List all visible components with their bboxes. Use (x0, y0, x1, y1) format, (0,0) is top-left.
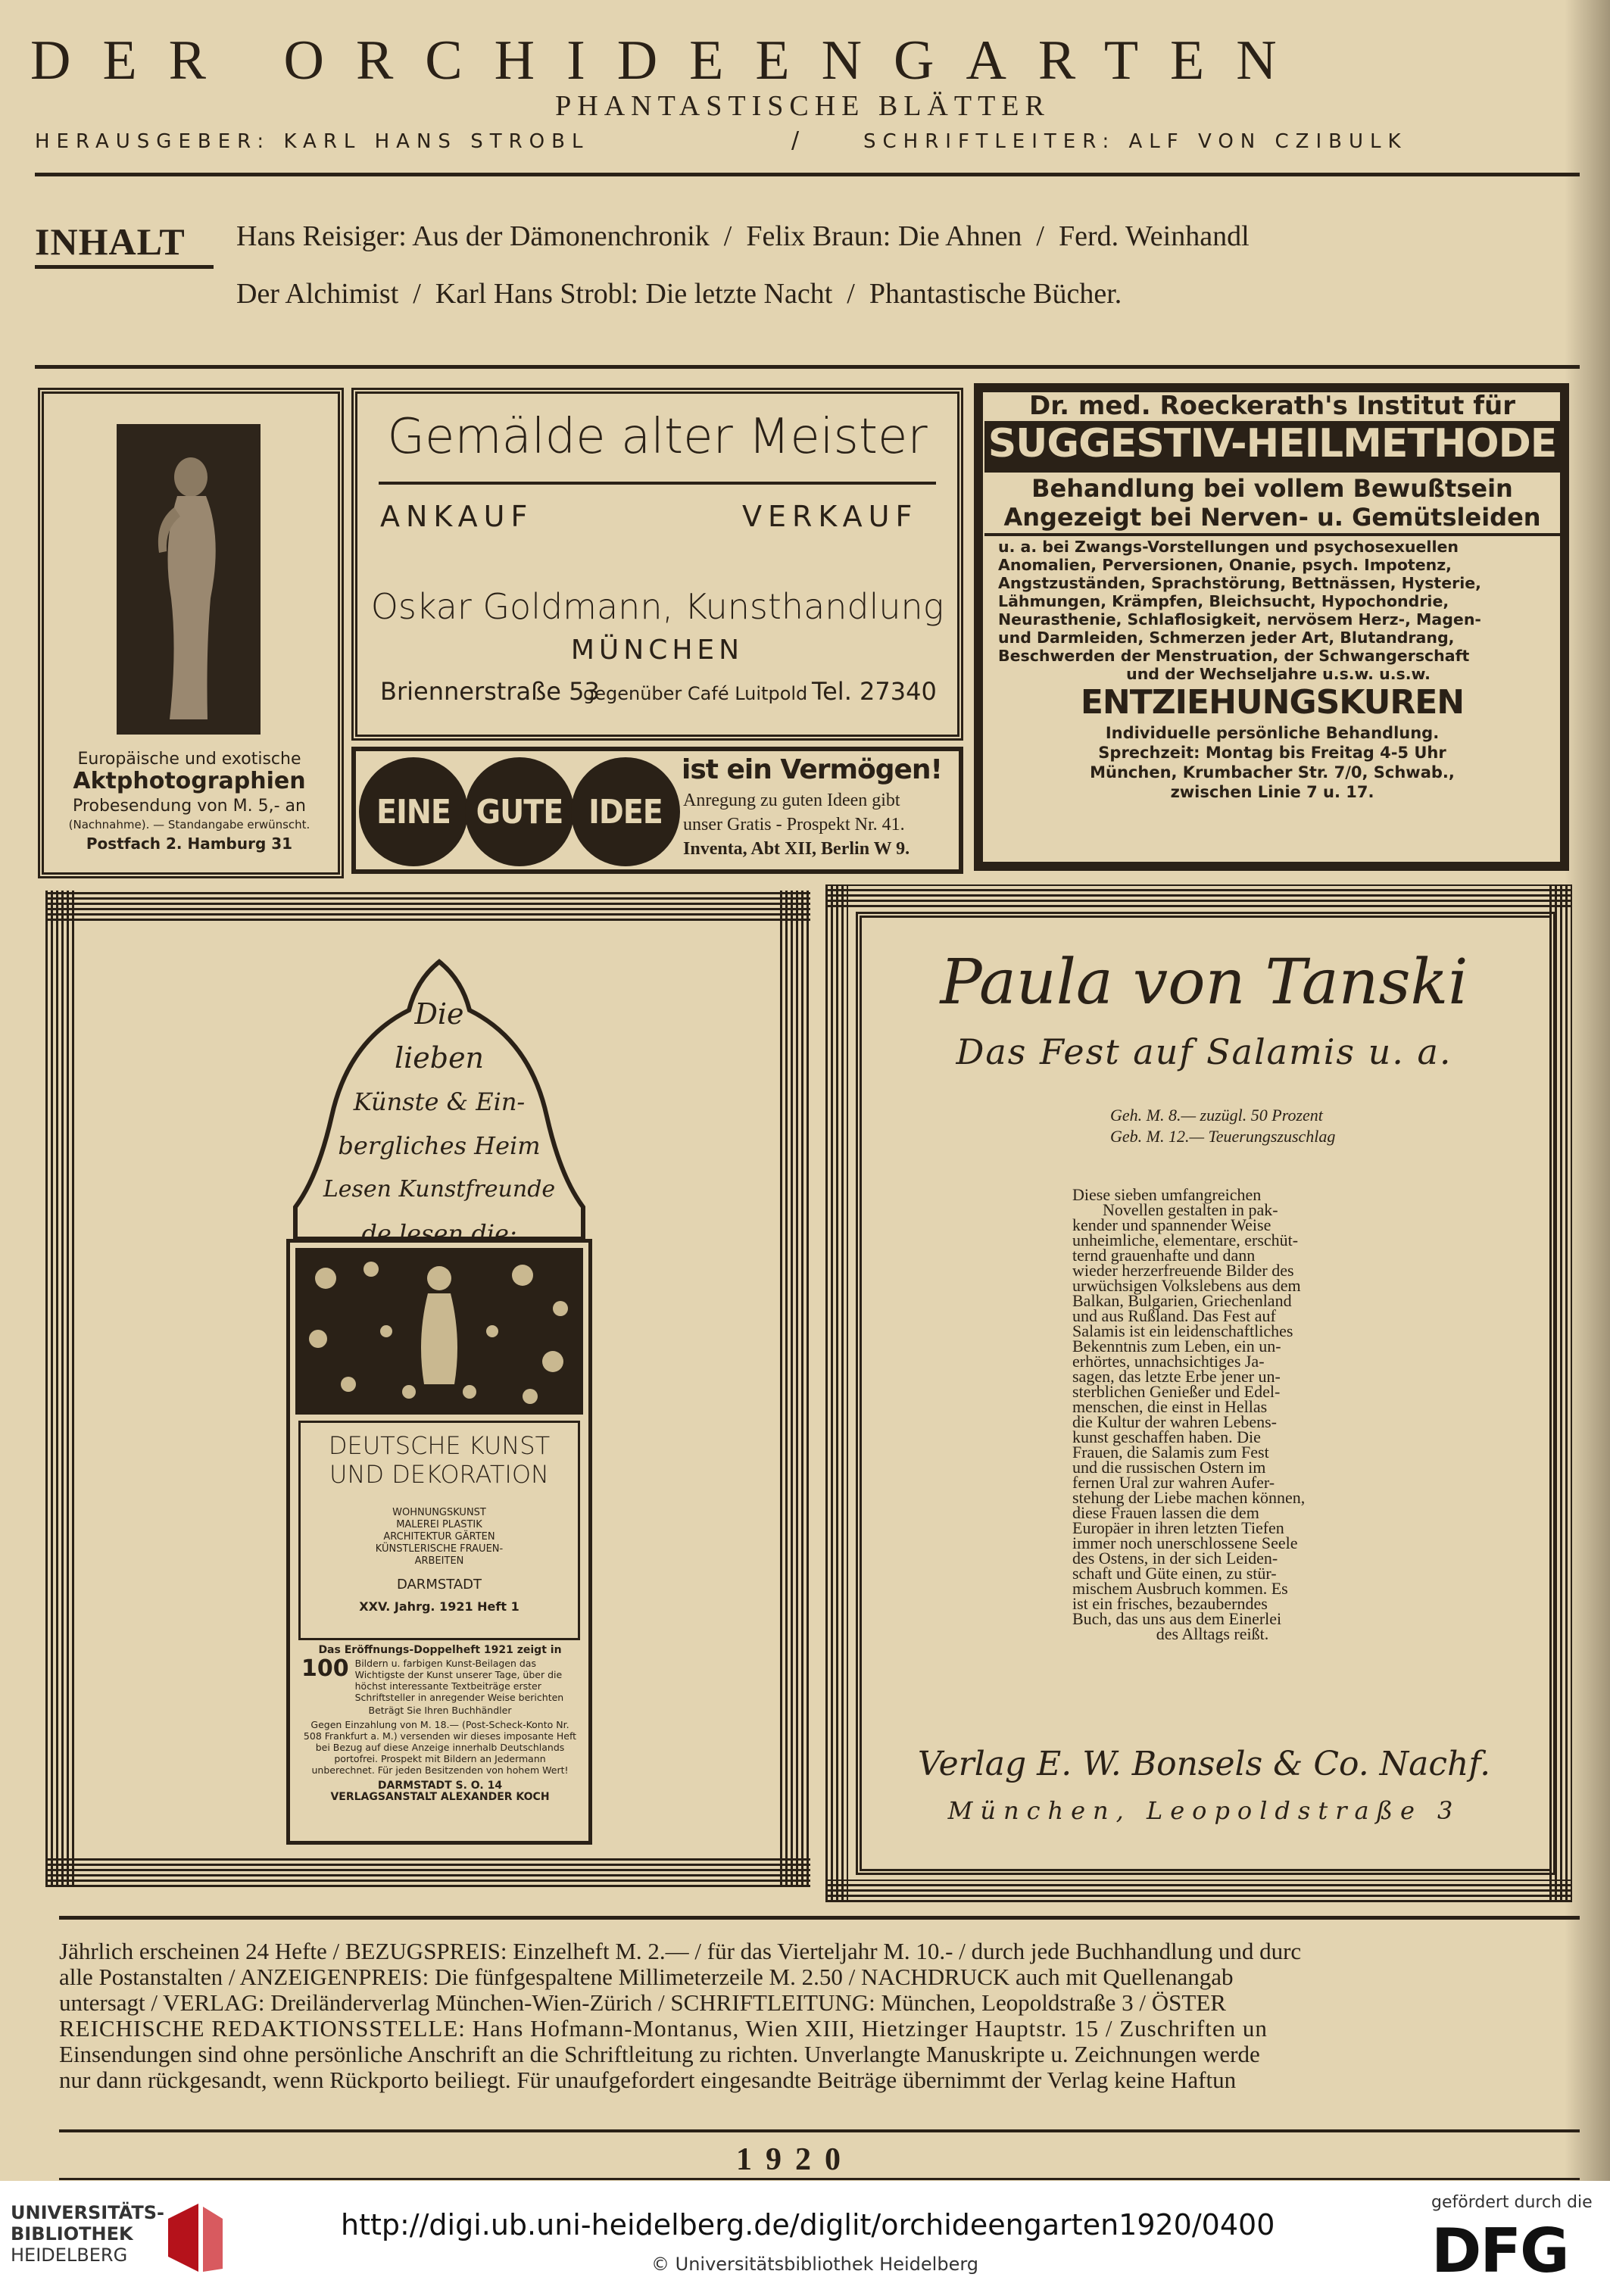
tanski-body-line: wieder herzerfreuende Bilder des (1072, 1261, 1294, 1280)
ad-photo-line1: Europäische und exotische (77, 750, 301, 769)
tanski-body-line: Europäer in ihren letzten Tiefen (1072, 1518, 1284, 1537)
roeckerath-line3: Behandlung bei vollem Bewußtsein (1031, 474, 1513, 503)
idee-headline: ist ein Vermögen! (682, 754, 942, 785)
copyright-note: © Universitätsbibliothek Heidelberg (651, 2254, 979, 2275)
masthead-editor: SCHRIFTLEITER: ALF VON CZIBULK (863, 130, 1408, 153)
imprint-line: nur dann rückgesandt, wenn Rückporto beiliegt. Für unaufgefordert eingesandte Beiträge übernimmt der Verlag keine Haftun (59, 2067, 1237, 2093)
tanski-body-line: unheimliche, elementare, erschüt- (1072, 1231, 1299, 1249)
tanski-body-line: ist ein frisches, bezauberndes (1072, 1594, 1268, 1613)
imprint-line: untersagt / VERLAG: Dreiländerverlag München-Wien-Zürich / SCHRIFTLEITUNG: München, Leopoldstraße 3 / ÖSTER (59, 1989, 1226, 2016)
idee-circle-eine: EINE (359, 757, 468, 866)
tanski-body-line: kender und spannender Weise (1072, 1215, 1271, 1234)
digitization-footer (0, 2181, 1610, 2296)
tanski-body-line: erhörtes, unnachsichtiges Ja- (1072, 1352, 1265, 1371)
idee-circle-gute: GUTE (465, 757, 574, 866)
document-url[interactable]: http://digi.ub.uni-heidelberg.de/diglit/orchideengarten1920/0400 (341, 2208, 1275, 2241)
tanski-body-line: Novellen gestalten in pak- (1103, 1200, 1278, 1219)
university-logo-icon (161, 2196, 229, 2279)
roeckerath-e4: München, Krumbacher Str. 7/0, Schwab., (1090, 763, 1455, 781)
dkd-text-num: 100 (301, 1655, 349, 1682)
roeckerath-body-line: Lähmungen, Krämpfen, Bleichsucht, Hypochondrie, (998, 592, 1449, 610)
contents-line-1: Hans Reisiger: Aus der Dämonenchronik / Felix Braun: Die Ahnen / Ferd. Weinhandl (236, 220, 1250, 252)
roeckerath-body (998, 538, 1559, 683)
idee-circle-idee: IDEE (571, 757, 680, 866)
dkd-title-2: UND DEKORATION (329, 1460, 549, 1489)
goldmann-ankauf: ANKAUF (380, 500, 534, 533)
library-name-line: UNIVERSITÄTS- (11, 2202, 165, 2223)
imprint-line: Einsendungen sind ohne persönliche Anschrift an die Schriftleitung zu richten. Unverlangte Manuskripte u. Zeichnungen werde (59, 2041, 1260, 2067)
tanski-price-2: Geb. M. 12.— Teuerungszuschlag (1110, 1127, 1336, 1146)
dkd-sub-4: KÜNSTLERISCHE FRAUEN- (375, 1543, 504, 1555)
ad-photo-line2: Aktphotographien (73, 768, 306, 794)
dkd-ornament-image (295, 1248, 583, 1415)
tanski-title: Das Fest auf Salamis u. a. (956, 1031, 1452, 1072)
goldmann-street: Briennerstraße 53 (380, 677, 600, 706)
calligraphy-line: Künste & Ein- (353, 1087, 526, 1116)
tanski-body-line: kunst geschaffen haben. Die (1072, 1427, 1261, 1446)
imprint-line: alle Postanstalten / ANZEIGENPREIS: Die fünfgespaltene Millimeterzeile M. 2.50 / NACHDRUCK auch mit Quellenangab (59, 1964, 1234, 1990)
dkd-year: XXV. Jahrg. 1921 Heft 1 (359, 1599, 520, 1614)
tanski-body-line: mischem Ausbruch kommen. Es (1072, 1579, 1288, 1598)
goldmann-rule (379, 482, 936, 485)
masthead-slash: / (791, 127, 800, 154)
ad-photo-line5: Postfach 2. Hamburg 31 (86, 834, 293, 853)
goldmann-near: gegenüber Café Luitpold (583, 683, 808, 704)
tanski-frame-bottom (825, 1880, 1572, 1902)
tanski-address: München, Leopoldstraße 3 (947, 1796, 1461, 1825)
tanski-body-line: und die russischen Ostern im (1072, 1458, 1266, 1477)
dkd-sub-3: ARCHITEKTUR GÄRTEN (383, 1531, 495, 1543)
dkd-frame-right (780, 891, 810, 1887)
dkd-frame-left (45, 891, 76, 1887)
goldmann-tel: Tel. 27340 (812, 677, 937, 706)
tanski-body-line: Salamis ist ein leidenschaftliches (1072, 1321, 1293, 1340)
roeckerath-body-line: und Darmleiden, Schmerzen jeder Art, Blutandrang, (998, 629, 1455, 647)
tanski-body-line: urwüchsigen Volkslebens aus dem (1072, 1276, 1301, 1295)
tanski-body-line: ternd grauenhafte und dann (1072, 1246, 1256, 1265)
roeckerath-e5: zwischen Linie 7 u. 17. (1170, 783, 1374, 801)
tanski-body-line: Buch, das uns aus dem Einerlei (1072, 1609, 1282, 1628)
funded-by: gefördert durch die (1431, 2193, 1593, 2212)
roeckerath-entziehung: ENTZIEHUNGSKUREN (1080, 683, 1465, 722)
tanski-body-line: Frauen, die Salamis zum Fest (1072, 1443, 1269, 1462)
calligraphy-line: bergliches Heim (338, 1131, 541, 1160)
tanski-body-line: Bekenntnis zum Leben, ein un- (1072, 1337, 1281, 1355)
calligraphy-line: de lesen die: (361, 1219, 517, 1248)
roeckerath-body-line: Neurasthenie, Schlaflosigkeit, nervösem Herz-, Magen- (998, 610, 1481, 629)
contents-label-underline (35, 265, 214, 269)
goldmann-headline: Gemälde alter Meister (387, 409, 928, 465)
roeckerath-line4: Angezeigt bei Nerven- u. Gemütsleiden (1003, 503, 1541, 532)
goldmann-verkauf: VERKAUF (742, 500, 919, 533)
tanski-publisher: Verlag E. W. Bonsels & Co. Nachf. (917, 1745, 1491, 1783)
tanski-body-line: schaft und Güte einen, zu stür- (1072, 1564, 1277, 1583)
dkd-text-line: Gegen Einzahlung von M. 18.— (Post-Scheck-Konto Nr. 508 Frankfurt a. M.) versenden wir dieses imposante Heft bei Bezug auf diese Anzeige innerhalb Deutschlands portofrei. Prospekt mit Bildern an Jedermann unberechnet. Für jeden Besitzenden von hohem Wert! (303, 1719, 577, 1776)
tanski-body-line: und aus Rußland. Das Fest auf (1072, 1306, 1276, 1325)
dfg-logo: DFG (1431, 2216, 1568, 2286)
imprint-rule-bottom (59, 2129, 1580, 2132)
tanski-body-line: sagen, das letzte Erbe jener un- (1072, 1367, 1281, 1386)
figure-silhouette-icon (117, 424, 261, 735)
roeckerath-line1: Dr. med. Roeckerath's Institut für (1029, 391, 1515, 421)
contents-label: INHALT (35, 220, 186, 263)
dkd-text (301, 1645, 579, 1803)
roeckerath-rule (984, 533, 1560, 536)
masthead-subtitle: PHANTASTISCHE BLÄTTER (555, 90, 1050, 122)
imprint-block (59, 1939, 1580, 2093)
dkd-text-line: VERLAGSANSTALT ALEXANDER KOCH (330, 1791, 550, 1803)
roeckerath-body-line: und der Wechseljahre u.s.w. u.s.w. (1126, 665, 1431, 683)
tanski-body-line: Balkan, Bulgarien, Griechenland (1072, 1291, 1292, 1310)
calligraphy-line: lieben (394, 1041, 485, 1075)
tanski-frame-left (825, 884, 848, 1902)
tanski-body-line: des Alltags reißt. (1156, 1624, 1269, 1643)
idee-line3: Inventa, Abt XII, Berlin W 9. (683, 839, 910, 859)
imprint-line: REICHISCHE REDAKTIONSSTELLE: Hans Hofmann-Montanus, Wien XIII, Hietzinger Hauptstr. 15 / Zuschriften un (59, 2015, 1268, 2042)
contents-rule (35, 365, 1580, 369)
dkd-sub-1: WOHNUNGSKUNST (392, 1507, 486, 1518)
roeckerath-e2: Individuelle persönliche Behandlung. (1105, 724, 1440, 742)
dkd-text-line: Bildern u. farbigen Kunst-Beilagen das Wichtigste der Kunst unserer Tage, über die höchst interessante Textbeiträge erster Schriftsteller in anregender Weise berichten (354, 1658, 564, 1703)
library-name-line: BIBLIOTHEK (11, 2223, 133, 2245)
tanski-body-line: fernen Ural zur wahren Aufer- (1072, 1473, 1275, 1492)
dkd-title-1: DEUTSCHE KUNST (328, 1431, 551, 1460)
year-rule (59, 2178, 1580, 2180)
tanski-author: Paula von Tanski (940, 947, 1468, 1019)
imprint-line: Jährlich erscheinen 24 Hefte / BEZUGSPREIS: Einzelheft M. 2.— / für das Vierteljahr M. 10.- / durch jede Buchhandlung und durc (59, 1939, 1302, 1964)
library-name-line: HEIDELBERG (11, 2245, 128, 2266)
dkd-text-row (301, 1655, 579, 1703)
imprint-rule-top (59, 1916, 1580, 1920)
roeckerath-body-line: Angstzuständen, Sprachstörung, Bettnässen, Hysterie, (998, 574, 1481, 592)
tanski-body-line: sterblichen Genießer und Edel- (1072, 1382, 1281, 1401)
issue-year: 1920 (736, 2142, 854, 2177)
masthead-title: DER ORCHIDEENGARTEN (30, 30, 1309, 92)
roeckerath-body-line: Anomalien, Perversionen, Onanie, psych. Impotenz, (998, 556, 1452, 574)
tanski-body-line: diese Frauen lassen die dem (1072, 1503, 1259, 1522)
dkd-text-line: DARMSTADT S. O. 14 (377, 1780, 503, 1792)
dkd-sub-2: MALEREI PLASTIK (396, 1519, 482, 1530)
tanski-body-line: die Kultur der wahren Lebens- (1072, 1412, 1278, 1431)
goldmann-city: MÜNCHEN (570, 635, 744, 666)
masthead-rule (35, 173, 1580, 176)
tanski-price-1: Geh. M. 8.— zuzügl. 50 Prozent (1110, 1106, 1323, 1125)
dkd-frame-bottom (45, 1857, 810, 1887)
dkd-frame-top (45, 891, 810, 921)
masthead-publisher: HERAUSGEBER: KARL HANS STROBL (35, 130, 590, 153)
nude-photograph (117, 424, 261, 735)
roeckerath-e3: Sprechzeit: Montag bis Freitag 4-5 Uhr (1098, 744, 1446, 762)
idee-line2: unser Gratis - Prospekt Nr. 41. (683, 815, 905, 834)
roeckerath-body-line: Beschwerden der Menstruation, der Schwangerschaft (998, 647, 1470, 665)
contents-line-2: Der Alchimist / Karl Hans Strobl: Die letzte Nacht / Phantastische Bücher. (236, 278, 1122, 310)
dkd-text-line: Beträgt Sie Ihren Buchhändler (368, 1705, 512, 1716)
tanski-body-line: menschen, die einst in Hellas (1072, 1397, 1268, 1416)
dkd-sub-5: ARBEITEN (414, 1555, 464, 1567)
dkd-text-line: Das Eröffnungs-Doppelheft 1921 zeigt in (318, 1644, 562, 1656)
goldmann-firm: Oskar Goldmann, Kunsthandlung (370, 586, 944, 627)
dkd-calligraphy (303, 992, 576, 1256)
ad-photo-line3: Probesendung von M. 5,- an (73, 797, 306, 816)
roeckerath-headline: SUGGESTIV-HEILMETHODE (988, 421, 1557, 466)
tanski-body-line: immer noch unerschlossene Seele (1072, 1533, 1298, 1552)
dkd-place: DARMSTADT (396, 1577, 482, 1593)
tanski-body-line: Diese sieben umfangreichen (1072, 1185, 1262, 1204)
idee-line1: Anregung zu guten Ideen gibt (683, 791, 900, 810)
tanski-frame-top (825, 884, 1572, 907)
ad-photo-line4: (Nachnahme). — Standangabe erwünscht. (68, 818, 310, 831)
tanski-body (1072, 1187, 1353, 1642)
roeckerath-body-line: u. a. bei Zwangs-Vorstellungen und psychosexuellen (998, 538, 1459, 556)
library-name (11, 2202, 164, 2266)
tanski-body-line: des Ostens, in der sich Leiden- (1072, 1549, 1278, 1568)
tanski-body-line: stehung der Liebe machen können, (1072, 1488, 1306, 1507)
calligraphy-line: Die (414, 997, 464, 1031)
calligraphy-line: Lesen Kunstfreunde (323, 1176, 556, 1203)
